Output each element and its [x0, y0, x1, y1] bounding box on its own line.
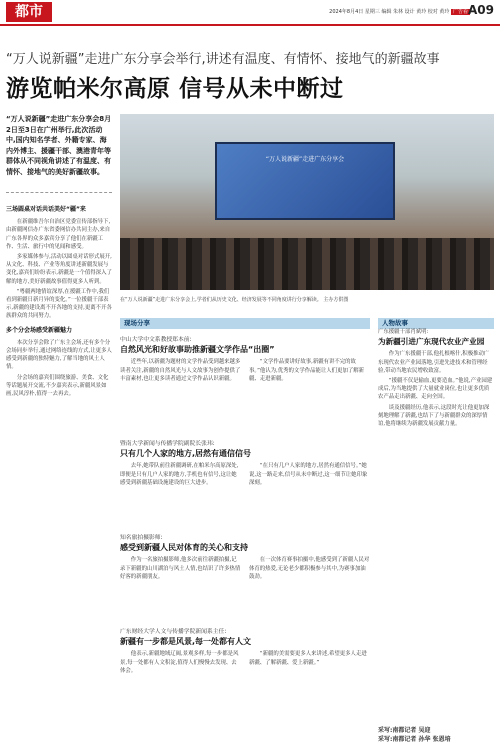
story-paragraph: “文学作品要讲好故事,新疆有讲不完的故事。”他认为,优秀的文学作品能让人们更加了解新疆、走进新疆。: [249, 359, 365, 382]
story-body: [120, 358, 370, 383]
left-paragraph: “粤疆两地情谊深厚,在援疆工作中,我们看到新疆日新月异的变化。”一位援疆干部表示,新疆的建设离不开各地的支持,更离不开各族群众的共同努力。: [6, 288, 112, 320]
page-number: A09: [468, 3, 494, 17]
story-paragraph: “新疆的美需要更多人来讲述,希望更多人走进新疆、了解新疆、爱上新疆。”: [249, 651, 367, 666]
story-author: 知名旅拍摄影师:: [120, 535, 163, 541]
left-subtitle-2: 多个分会场感受新疆魅力: [6, 326, 73, 334]
story-author: 广东财经大学人文与传播学院新闻系主任:: [120, 629, 227, 635]
right-paragraph: “援疆不仅是输血,更要造血。”他说,产业园建成后,为当地提供了大量就业岗位,也让更多优质农产品走出新疆、走向全国。: [378, 378, 493, 401]
credit-line: 采写:南都记者 孙华 张恩培: [378, 736, 451, 743]
stage-screen: [215, 142, 395, 220]
story-paragraph: 作为一名旅拍摄影师,他多次前往新疆拍摄,记录下新疆的山川湖泊与风土人情,也结识了许多热情好客的新疆朋友。: [120, 557, 241, 580]
lede: “万人说新疆”走进广东分享会8月2日至3日在广州举行,此次活动中,国内知名学者、外籍专家、海内外博主、援疆干部、澳港青年等群体从不同视角讲述了有温度、有情怀、接地气的美好新疆故事。: [6, 115, 112, 176]
stage-screen-text: “万人说新疆”走进广东分享会: [265, 156, 345, 163]
story-paragraph: 近些年,以新疆为题材的文学作品受到越来越多读者关注,新疆的自然风光与人文故事为创作提供了丰富素材,也让更多读者通过文学作品认识新疆。: [120, 359, 241, 382]
section-bar-onsite: 现场分享: [120, 318, 370, 329]
story-title: 自然风光和好故事助推新疆文学作品“出圈”: [120, 345, 275, 355]
story-2: [120, 438, 370, 528]
story-1: [120, 334, 370, 434]
right-author: 广东援疆干部肖斌明:: [378, 329, 429, 335]
credit-line: 采写:南都记者 吴迎: [378, 727, 431, 734]
story-paragraph: 他表示,新疆地域辽阔,景观多样,每一步都是风景,每一处都有人文积淀,值得人们慢慢去发现、去体会。: [120, 651, 239, 674]
left-paragraph: 本次分享会除了广东主会场,还有多个分会场同步举行,通过网络连线的方式,让更多人感受到新疆的独特魅力,了解当地的风土人情。: [6, 339, 112, 371]
left-column: [6, 200, 112, 400]
section-bar-people: 人物故事: [378, 318, 494, 329]
story-body: [120, 462, 370, 487]
left-subtitle-1: 三场圆桌对话共话美好“疆”来: [6, 206, 86, 213]
right-paragraph: 作为广东援疆干部,他扎根喀什,积极推动广东现代农业产业园落地,引进先进技术和管理经验,带动当地农民增收致富。: [378, 351, 490, 374]
story-title: 新疆有一步都是风景,每一处都有人文: [120, 637, 252, 647]
credits: [378, 726, 494, 744]
masthead-date-line: 2024年8月4日 星期三 编辑 朱林 设计 黄玲 校对 黄玲: [329, 9, 450, 15]
story-body: [120, 556, 370, 581]
right-paragraph: 谈及援疆经历,他表示,这段时光让他更加深刻地理解了新疆,也结下了与新疆群众的深厚情谊,他将继续为新疆发展贡献力量。: [378, 404, 490, 428]
story-3: [120, 532, 370, 622]
event-photo: [120, 114, 494, 290]
right-column: [378, 328, 494, 430]
left-paragraph: 多家媒体参与,活动以圆桌对话形式展开,从文化、科技、产业等角度讲述新疆发展与变化,嘉宾们纷纷表示,新疆是一个值得深入了解的地方,美好新疆故事值得更多人听到。: [6, 254, 112, 285]
story-title: 只有几个人家的地方,居然有通信信号: [120, 449, 252, 459]
story-paragraph: “在只有几户人家的地方,居然有通信信号。”她说,这一路走来,信号从未中断过,这一细节让她印象深刻。: [249, 463, 368, 486]
subheadline: “万人说新疆”走进广东分享会举行,讲述有温度、有情怀、接地气的新疆故事: [6, 52, 440, 67]
photo-caption: 在“万人说新疆”走进广东分享会上,学者们从历史文化、经济发展等不同角度讲行分享解读。 主办方供图: [120, 297, 349, 303]
lede-divider: [6, 192, 112, 193]
audience: [120, 238, 494, 290]
headline: 游览帕米尔高原 信号从未中断过: [6, 76, 344, 102]
right-title: 为新疆引进广东现代农业产业园: [378, 337, 485, 347]
left-paragraph: 在新疆维吾尔自治区党委宣传部指导下,由新疆网信办广东省委网信办共同主办,来自广东各界的众多嘉宾分享了他们在新疆工作、生活、旅行中的见闻和感受。: [6, 219, 111, 250]
story-author: 暨南大学新闻与传播学院副院长张玮:: [120, 441, 215, 447]
story-author: 中山大学中文系教授郑本前:: [120, 337, 192, 343]
story-paragraph: 在一次体育赛事拍摄中,他感受到了新疆人民对体育的热爱,无论老少都积极参与其中,为赛事加油鼓劲。: [249, 557, 370, 580]
story-title: 感受到新疆人民对体育的关心和支持: [120, 543, 248, 553]
story-body: [120, 650, 370, 675]
left-paragraph: 分会场的嘉宾们围绕旅游、美食、文化等话题展开交流,不少嘉宾表示,新疆风景如画,民风淳朴,值得一去再去。: [6, 374, 109, 398]
story-4: [120, 626, 370, 744]
masthead-info: [329, 8, 470, 15]
masthead-tag: 广告看: [452, 9, 468, 15]
story-paragraph: 去年,她带队前往新疆调研,在帕米尔高原深处,即便是只有几户人家的地方,手机也有信号,这让她感受到新疆基础设施建设的巨大进步。: [120, 463, 239, 486]
masthead: [0, 0, 500, 26]
section-name: 都市: [6, 2, 52, 22]
